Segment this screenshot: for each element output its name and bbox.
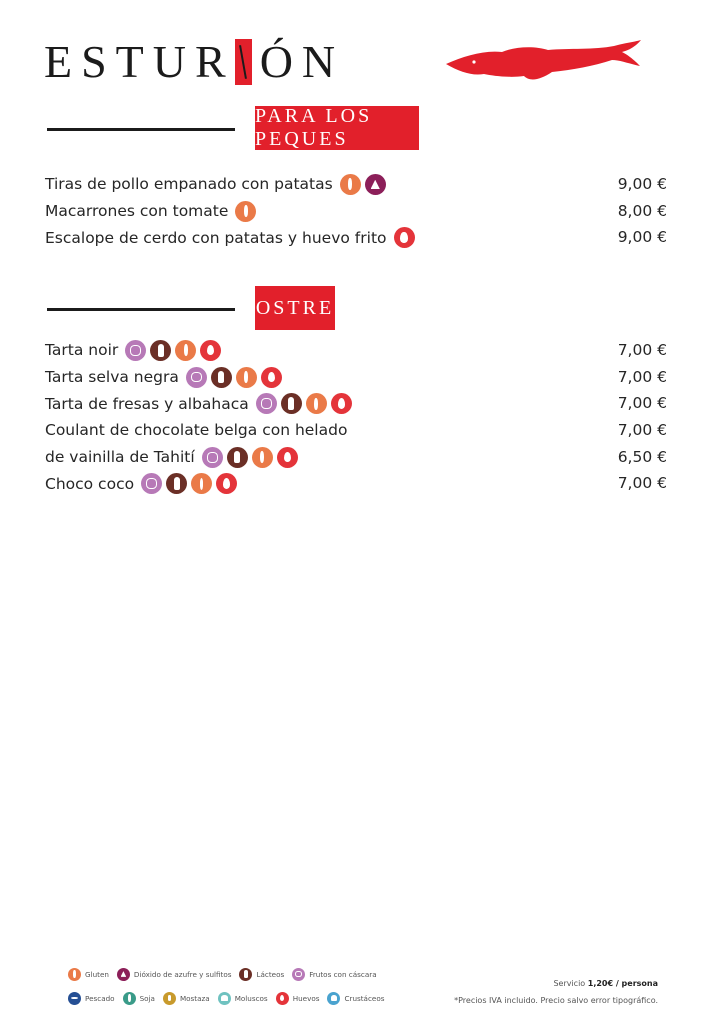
legend-label: Dióxido de azufre y sulfitos: [133, 969, 232, 979]
legend-item-pescado: [68, 992, 115, 1005]
legend-item-moluscos: [218, 992, 268, 1005]
legend-item-gluten: [68, 968, 109, 981]
sturgeon-fish-icon: [444, 40, 642, 82]
legend-item-lacteos: [239, 968, 284, 981]
menu-item-price: 7,00 €: [617, 421, 667, 440]
legend-label: Pescado: [85, 993, 115, 1003]
legend-label: Gluten: [85, 969, 109, 979]
allergen-frutos-icon: [292, 968, 305, 981]
allergen-lacteos-icon: [150, 340, 171, 361]
menu-item-name: Choco coco: [45, 474, 135, 493]
legend-label: Mostaza: [179, 993, 210, 1003]
allergen-lacteos-icon: [166, 473, 187, 494]
allergen-mostaza-icon: [163, 992, 176, 1005]
allergen-legend: [68, 962, 392, 1010]
menu-item-price: 9,00 €: [617, 175, 667, 193]
allergen-gluten-icon: [340, 174, 361, 195]
allergen-icons: [202, 447, 298, 468]
logo-text-left: ESTUR: [44, 36, 235, 87]
allergen-icons: [125, 340, 221, 361]
section-rule: [47, 308, 235, 311]
legend-label: Moluscos: [234, 993, 268, 1003]
menu-item-name: Tarta selva negra: [45, 368, 179, 387]
legend-item-huevos: [276, 992, 320, 1005]
service-charge: [454, 975, 658, 992]
logo-red-mark: [235, 39, 252, 85]
menu-item-name: Tiras de pollo empanado con patatas: [45, 175, 333, 194]
service-price: 1,20€ / persona: [587, 979, 658, 988]
legend-item-mostaza: [163, 992, 210, 1005]
legend-item-soja: [123, 992, 155, 1005]
legend-item-frutos: [292, 968, 376, 981]
section-title: POSTRES: [255, 286, 335, 330]
menu-item-name: Macarrones con tomate: [45, 202, 229, 221]
legend-label: Huevos: [292, 993, 320, 1003]
legend-label: Crustáceos: [344, 993, 385, 1003]
allergen-icons: [256, 393, 352, 414]
allergen-gluten-icon: [68, 968, 81, 981]
legend-item-sulfitos: [117, 968, 232, 981]
allergen-frutos-icon: [186, 367, 207, 388]
section-rule: [47, 128, 235, 131]
allergen-huevos-icon: [200, 340, 221, 361]
allergen-lacteos-icon: [227, 447, 248, 468]
restaurant-logo: [44, 38, 344, 86]
allergen-icons: [235, 201, 256, 222]
allergen-frutos-icon: [256, 393, 277, 414]
price-column-postres: [547, 337, 667, 497]
price-column-peques: [547, 171, 667, 251]
menu-item-name: Escalope de cerdo con patatas y huevo frito: [45, 228, 387, 247]
allergen-lacteos-icon: [281, 393, 302, 414]
menu-item-name: de vainilla de Tahití: [45, 448, 195, 467]
allergen-huevos-icon: [276, 992, 289, 1005]
allergen-gluten-icon: [252, 447, 273, 468]
allergen-lacteos-icon: [211, 367, 232, 388]
allergen-frutos-icon: [202, 447, 223, 468]
allergen-icons: [340, 174, 386, 195]
allergen-huevos-icon: [394, 227, 415, 248]
allergen-sulfitos-icon: [365, 174, 386, 195]
allergen-gluten-icon: [235, 201, 256, 222]
allergen-pescado-icon: [68, 992, 81, 1005]
footer-notes: [454, 975, 658, 1009]
legend-item-crustaceos: [327, 992, 384, 1005]
allergen-gluten-icon: [191, 473, 212, 494]
menu-item-price: 9,00 €: [617, 228, 667, 247]
allergen-gluten-icon: [306, 393, 327, 414]
allergen-crustaceos-icon: [327, 992, 340, 1005]
allergen-gluten-icon: [175, 340, 196, 361]
menu-item-name: Tarta noir: [45, 341, 119, 360]
price-note: *Precios IVA incluido. Precio salvo error tipográfico.: [454, 996, 658, 1005]
legend-row: [68, 986, 392, 1010]
allergen-icons: [141, 473, 237, 494]
menu-item-price: 8,00 €: [617, 201, 667, 220]
section-title: PARA LOS PEQUES: [255, 106, 419, 150]
legend-label: Lácteos: [256, 969, 285, 979]
legend-label: Frutos con cáscara: [309, 969, 377, 979]
menu-item-price: 7,00 €: [617, 474, 667, 493]
allergen-soja-icon: [123, 992, 136, 1005]
allergen-frutos-icon: [141, 473, 162, 494]
logo-text-right: ÓN: [259, 36, 345, 87]
legend-row: [68, 962, 392, 986]
service-label: Servicio: [553, 979, 586, 988]
allergen-huevos-icon: [277, 447, 298, 468]
menu-item-price: 6,50 €: [617, 447, 667, 466]
legend-label: Soja: [139, 993, 155, 1003]
allergen-sulfitos-icon: [117, 968, 130, 981]
allergen-frutos-icon: [125, 340, 146, 361]
allergen-huevos-icon: [331, 393, 352, 414]
allergen-gluten-icon: [236, 367, 257, 388]
allergen-icons: [394, 227, 415, 248]
allergen-huevos-icon: [261, 367, 282, 388]
menu-item-price: 7,00 €: [617, 341, 667, 359]
menu-item-price: 7,00 €: [617, 367, 667, 386]
allergen-icons: [186, 367, 282, 388]
menu-item-price: 7,00 €: [617, 394, 667, 413]
allergen-huevos-icon: [216, 473, 237, 494]
allergen-moluscos-icon: [218, 992, 231, 1005]
menu-item-name: Tarta de fresas y albahaca: [45, 394, 249, 413]
menu-item-name: Coulant de chocolate belga con helado: [45, 421, 348, 440]
allergen-lacteos-icon: [239, 968, 252, 981]
